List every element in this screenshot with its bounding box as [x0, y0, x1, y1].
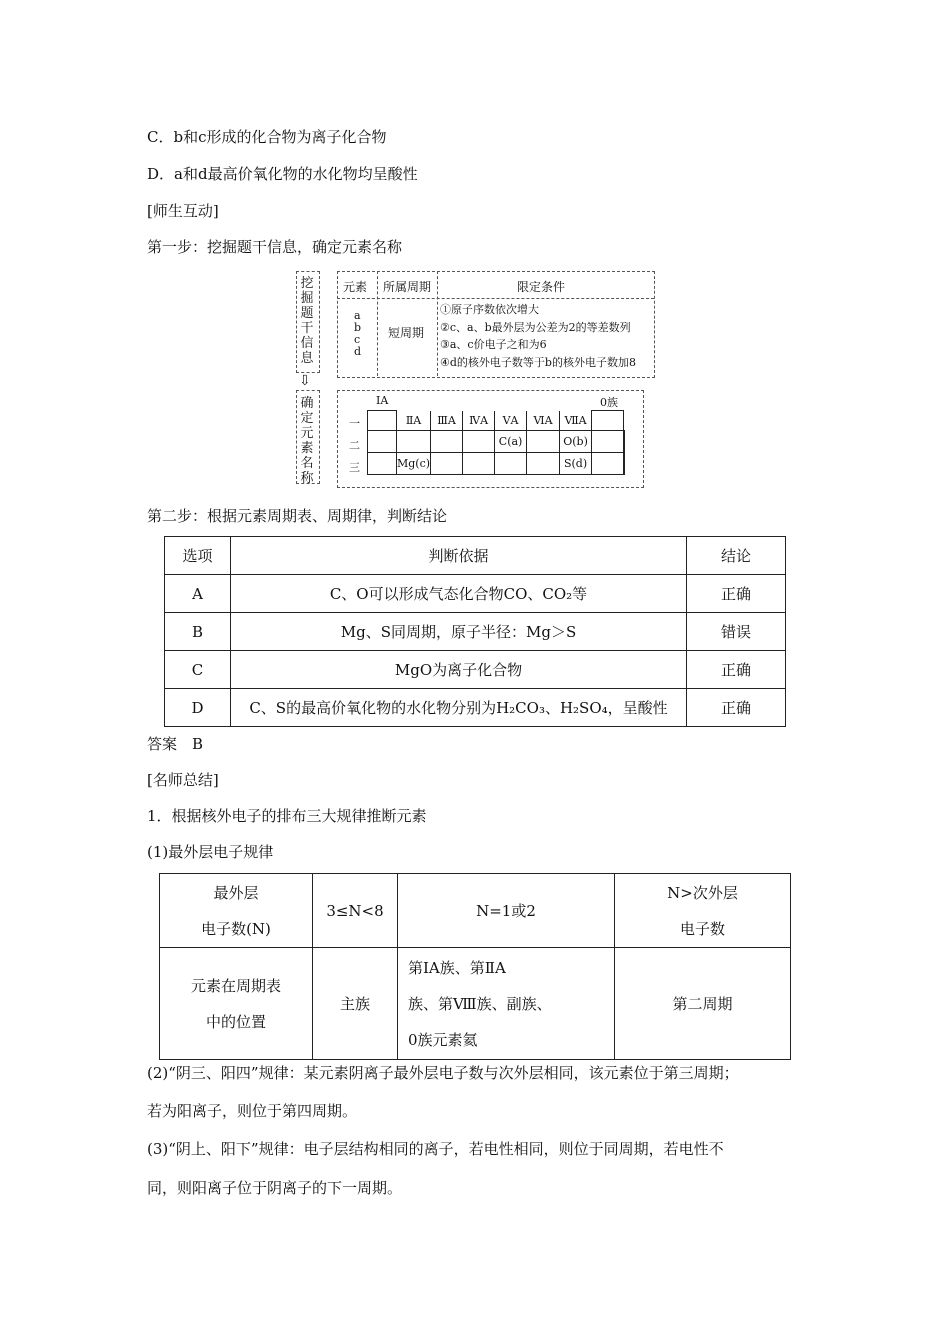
point1: 1．根据核外电子的排布三大规律推断元素: [147, 807, 427, 825]
header-period: 所属周期: [383, 280, 432, 294]
pt-o-b: O(b): [560, 431, 592, 453]
pt-ia: ⅠA: [376, 394, 389, 407]
condition-list: ①原子序数依次增大 ②c、a、b最外层为公差为2的等差数列 ③a、c价电子之和为6 ④d的核外电子数等于b的核外电子数加8: [440, 303, 636, 369]
pt-c-a: C(a): [495, 431, 527, 453]
pt-zero: 0族: [600, 396, 618, 409]
pt-s-d: S(d): [560, 453, 592, 475]
table-row: D C、S的最高价氧化物的水化物分别为H₂CO₃、H₂SO₄，呈酸性 正确: [165, 689, 786, 727]
periodic-table: ⅡA ⅢA ⅣA ⅤA ⅥA ⅦA C(a) O(b) Mg(c) S(d): [367, 410, 625, 475]
table-row: C MgO为离子化合物 正确: [165, 651, 786, 689]
side-label-top: 挖掘题干信息: [300, 276, 314, 366]
step1-text: 第一步：挖掘题干信息，确定元素名称: [147, 238, 403, 256]
interaction-heading: [师生互动]: [147, 202, 219, 220]
element-list: a b c d: [354, 309, 362, 358]
sub1: (1)最外层电子规律: [147, 843, 274, 861]
para2-line2: 若为阳离子，则位于第四周期。: [147, 1102, 358, 1120]
judge-table: 选项 判断依据 结论 A C、O可以形成气态化合物CO、CO₂等 正确 B Mg、S同周期，原子半径：Mg＞S 错误 C MgO为离子化合物 正确 D C、S的最高价氧化物的水化物分别为H₂CO₃、H₂SO₄，呈酸性 正确: [164, 536, 786, 727]
rule-table: 最外层 电子数(N) 3≤N<8 N=1或2 N>次外层 电子数 元素在周期表 中的位置 主族 第ⅠA族、第ⅡA 族、第Ⅷ族、副族、 0族元素氦 第二周期: [159, 873, 791, 1060]
pt-mg-c: Mg(c): [397, 453, 431, 475]
table-row: A C、O可以形成气态化合物CO、CO₂等 正确: [165, 575, 786, 613]
para2-line1: (2)“阴三、阳四”规律：某元素阴离子最外层电子数与次外层相同，该元素位于第三周期；: [147, 1064, 739, 1082]
step2-text: 第二步：根据元素周期表、周期律，判断结论: [147, 507, 448, 525]
period-value: 短周期: [388, 326, 425, 340]
pt-row-3: 三: [349, 461, 360, 474]
header-conditions: 限定条件: [517, 280, 566, 294]
summary-heading: [名师总结]: [147, 771, 219, 789]
answer: 答案 B: [147, 735, 204, 753]
option-d: D．a和d最高价氧化物的水化物均呈酸性: [147, 165, 418, 183]
table-row: B Mg、S同周期，原子半径：Mg＞S 错误: [165, 613, 786, 651]
header-element: 元素: [343, 280, 368, 294]
down-arrow-icon: ⇩: [299, 373, 311, 389]
pt-row-2: 二: [349, 439, 360, 452]
para3-line1: (3)“阴上、阳下”规律：电子层结构相同的离子，若电性相同，则位于同周期，若电性不: [147, 1140, 724, 1158]
side-label-bottom: 确定元素名称: [300, 396, 314, 486]
para3-line2: 同，则阳离子位于阴离子的下一周期。: [147, 1179, 403, 1197]
option-c: C．b和c形成的化合物为离子化合物: [147, 128, 387, 146]
pt-row-1: 一: [349, 417, 360, 430]
